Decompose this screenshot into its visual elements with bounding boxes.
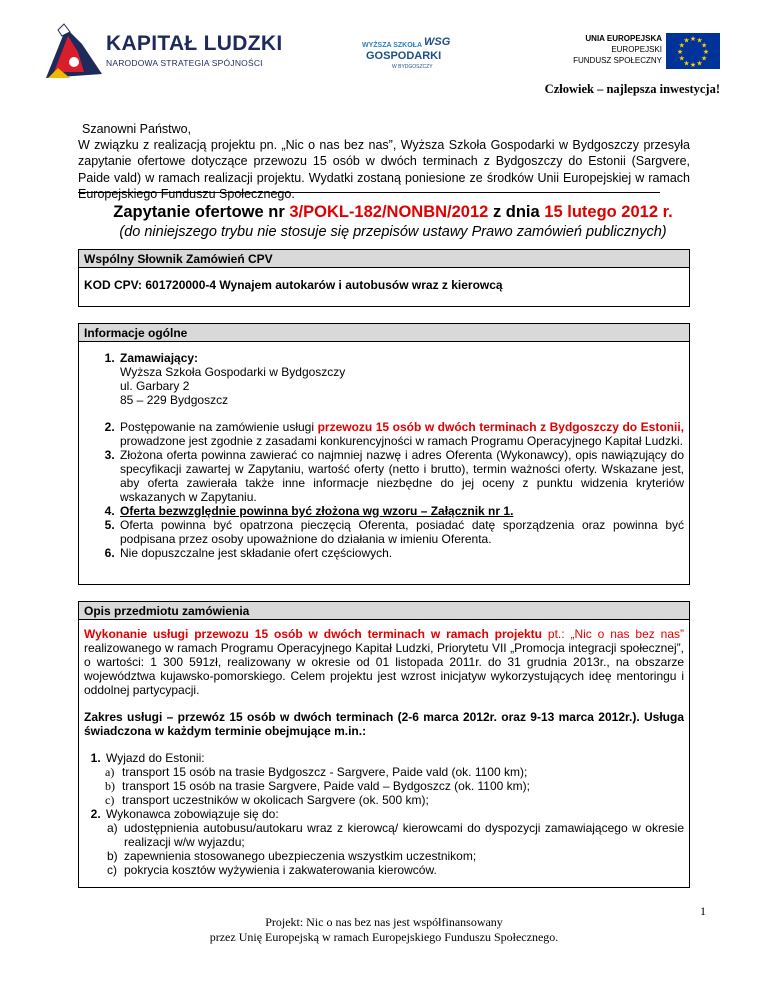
svg-text:★: ★ — [689, 61, 697, 69]
general-list — [84, 351, 684, 560]
eu-line2: EUROPEJSKI — [611, 45, 662, 54]
svg-text:★: ★ — [702, 48, 710, 56]
svg-text:★: ★ — [696, 36, 703, 45]
contractor-sublist — [106, 821, 684, 877]
subject-list — [84, 751, 684, 877]
sublist-item: b) zapewnienia stosowanego ubezpieczenia wszystkim uczestnikom; — [107, 849, 477, 863]
svg-text:★: ★ — [683, 59, 690, 68]
eu-flag-icon — [666, 33, 720, 69]
footer-line1: Projekt: Nic o nas bez nas jest współfinansowany — [265, 915, 503, 929]
list-item: 2. Wykonawca zobowiązuje się do: a) udostępnienia autobusu/autokaru wraz z kierowcą/ kierowcami do dyspozycji zamawiającego w okresie realizacji w/w wyjazdu; b) zapewnienia stosowanego ubezpieczenia wszystkim uczestnikom; c) pokrycia kosztów wyżywienia i zakwaterowania kierowców. — [104, 807, 684, 877]
sublist-item: b) transport 15 osób na trasie Sargvere, Paide vald – Bydgoszcz (ok. 1100 km); — [105, 779, 530, 793]
title-prefix: Zapytanie ofertowe nr — [113, 203, 285, 221]
trip-sublist — [106, 765, 684, 807]
subject-heading: Opis przedmiotu zamówienia — [79, 602, 689, 620]
ordering-party-label: Zamawiający: — [120, 351, 199, 365]
footer-line2: przez Unię Europejską w ramach Europejskiego Funduszu Społecznego. — [209, 930, 559, 944]
page-subtitle: (do niniejszego trybu nie stosuje się przepisów ustawy Prawo zamówień publicznych) — [119, 224, 667, 240]
list-item: 2. Postępowanie na zamówienie usługi przewozu 15 osób w dwóch terminach z Bydgoszczy do Estonii, prowadzone jest zgodnie z zasadami konkurencyjności w ramach Programu Operacyjnego Kapitał Ludzki. — [118, 420, 684, 448]
cpv-heading: Wspólny Słownik Zamówień CPV — [79, 250, 689, 268]
svg-text:★: ★ — [701, 41, 708, 50]
wsg-logo-tag: WSG — [424, 36, 451, 48]
sublist-item: a) udostępnienia autobusu/autokaru wraz z kierowcą/ kierowcami do dyspozycji zamawiającego w okresie realizacji w/w wyjazdu; — [107, 821, 684, 849]
eu-line1: UNIA EUROPEJSKA — [585, 34, 662, 43]
svg-text:★: ★ — [689, 35, 697, 43]
intro-paragraph: W związku z realizacją projektu pn. „Nic o nas bez nas”, Wyższa Szkoła Gospodarki w Bydgoszczy przesyła zapytanie ofertowe dotyczące przewozu 15 osób w dwóch terminach z Bydgoszczy do Estonii (Sargvere, Paide vald) w ramach realizacji projektu. Wydatki zostaną poniesione ze środków Unii Europejskiej w ramach Europejskiego Funduszu Społecznego. — [78, 138, 690, 201]
svg-text:★: ★ — [678, 41, 685, 50]
svg-text:★: ★ — [676, 48, 684, 56]
title-date-prefix: z dnia — [492, 203, 540, 221]
sublist-item: c) transport uczestników w okolicach Sargvere (ok. 500 km); — [105, 793, 429, 807]
cpv-box — [78, 249, 690, 307]
svg-text:★: ★ — [696, 59, 703, 68]
kapital-ludzki-emblem-icon — [44, 22, 104, 80]
subject-paragraph: Wykonanie usługi przewozu 15 osób w dwóch terminach w ramach projektu pt.: „Nic o nas bez nas” realizowanego w ramach Programu Operacyjnego Kapitał Ludzki, Priorytetu VII „Promocja integracji społecznej”, o wartości: 1 300 591zł, realizowany w okresie od 01 listopada 2011r. do 31 grudnia 2013r., na obszarze województwa kujawsko-pomorskiego. Celem projektu jest wzrost inicjatyw wykorzystujących ideę mentoringu i oddolnej partycypacji. — [84, 627, 685, 697]
eu-logo-text — [566, 33, 662, 66]
list-item — [118, 351, 684, 420]
wsg-logo-line2: GOSPODARKI — [366, 50, 442, 62]
wsg-logo-line1: WYŻSZA SZKOŁA — [362, 42, 423, 49]
greeting: Szanowni Państwo, — [82, 122, 192, 136]
list-item: 1. Wyjazd do Estonii: a) transport 15 osób na trasie Bydgoszcz - Sargvere, Paide vald (ok. 1100 km); b) transport 15 osób na trasie Sargvere, Paide vald – Bydgoszcz (ok. 1100 km); c) transport uczestników w okolicach Sargvere (ok. 500 km); — [104, 751, 684, 807]
general-heading: Informacje ogólne — [79, 324, 689, 342]
page-number: 1 — [700, 904, 706, 918]
subject-box — [78, 601, 690, 888]
ordering-party-street: ul. Garbary 2 — [120, 379, 190, 393]
wsg-logo-line3: W BYDGOSZCZY — [392, 64, 433, 70]
kapital-ludzki-title: KAPITAŁ LUDZKI — [106, 32, 283, 55]
list-item: 6. Nie dopuszczalne jest składanie ofert częściowych. — [118, 546, 684, 560]
service-scope: Zakres usługi – przewóz 15 osób w dwóch terminach (2-6 marca 2012r. oraz 9-13 marca 2012r.). Usługa świadczona w każdym terminie obejmujące m.in.: — [84, 710, 684, 738]
kapital-ludzki-logo — [44, 22, 283, 80]
ordering-party-city: 85 – 229 Bydgoszcz — [120, 393, 229, 407]
title-date: 15 lutego 2012 r. — [544, 203, 673, 221]
motto: Człowiek – najlepsza inwestycja! — [544, 82, 720, 96]
svg-text:★: ★ — [678, 54, 685, 63]
wsg-logo — [356, 34, 466, 78]
list-item: 4. Oferta bezwzględnie powinna być złożona wg wzoru – Załącznik nr 1. — [118, 504, 684, 518]
general-info-box — [78, 323, 690, 585]
sublist-item: c) pokrycia kosztów wyżywienia i zakwaterowania kierowców. — [107, 863, 437, 877]
ordering-party-name: Wyższa Szkoła Gospodarki w Bydgoszczy — [120, 365, 346, 379]
intro-divider — [78, 192, 660, 193]
cpv-code: KOD CPV: 601720000-4 Wynajem autokarów i autobusów wraz z kierowcą — [84, 278, 503, 292]
svg-text:★: ★ — [683, 36, 690, 45]
sublist-item: a) transport 15 osób na trasie Bydgoszcz - Sargvere, Paide vald (ok. 1100 km); — [105, 765, 528, 779]
svg-text:★: ★ — [701, 54, 708, 63]
kapital-ludzki-subtitle: NARODOWA STRATEGIA SPÓJNOŚCI — [106, 58, 263, 68]
list-item: 5. Oferta powinna być opatrzona pieczęcią Oferenta, posiadać datę sporządzenia oraz powinna być podpisana przez osoby upoważnione do działania w imieniu Oferenta. — [118, 518, 684, 546]
footer — [100, 915, 668, 945]
title-number: 3/POKL-182/NONBN/2012 — [289, 203, 489, 221]
intro-section — [78, 121, 690, 202]
eu-line3: FUNDUSZ SPOŁECZNY — [573, 56, 662, 65]
list-item: 3. Złożona oferta powinna zawierać co najmniej nazwę i adres Oferenta (Wykonawcy), opis nawiązujący do specyfikacji zawartej w Zapytaniu, wartość oferty (netto i brutto), termin ważności oferty. Wskazane jest, aby oferta zawierała także inne informacje niezbędne do jej oceny z punktu widzenia kryteriów wskazanych w Zapytaniu. — [118, 448, 684, 504]
page-title — [78, 203, 708, 222]
